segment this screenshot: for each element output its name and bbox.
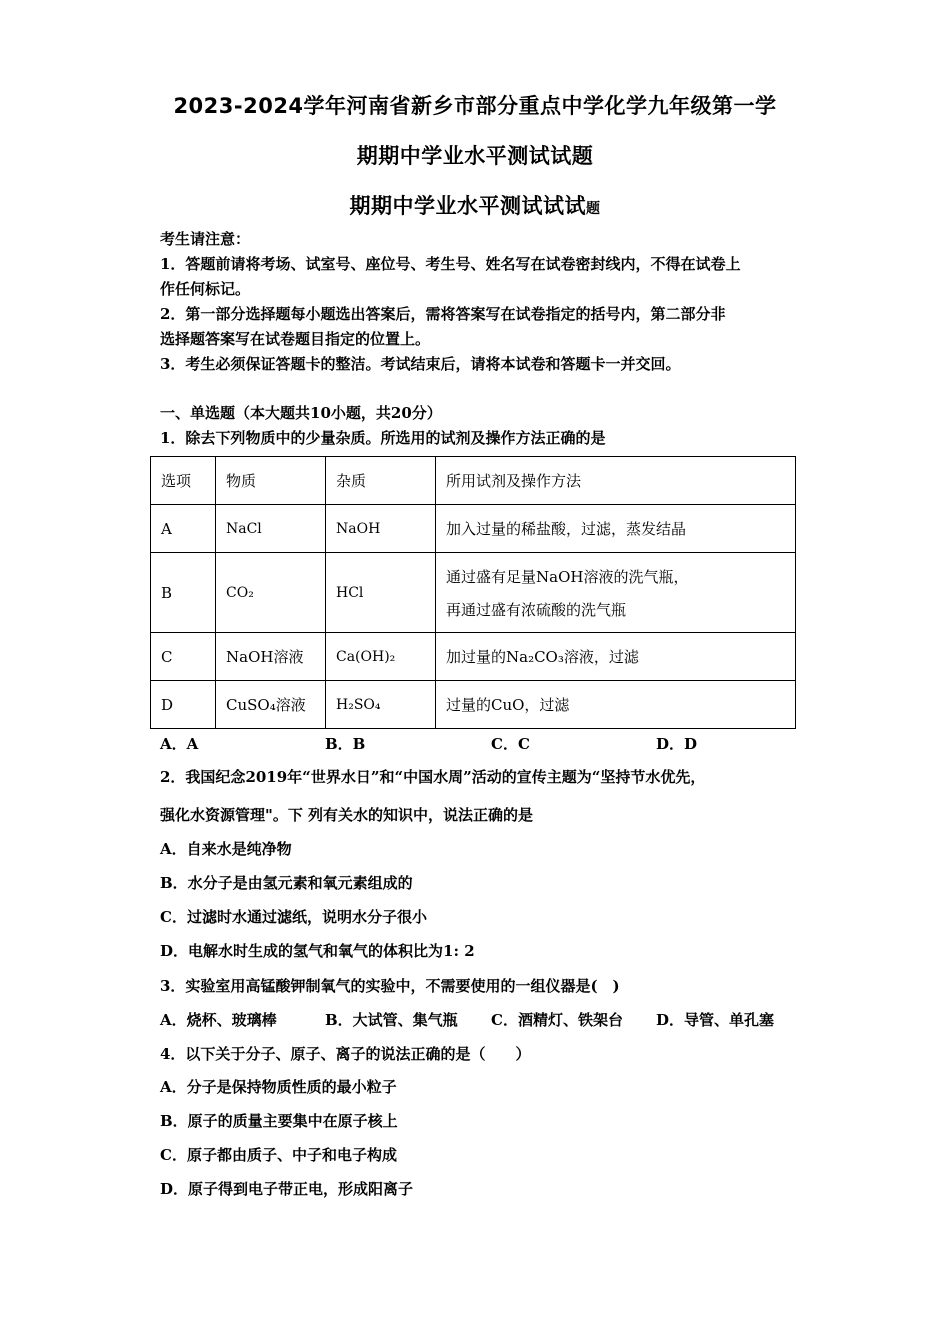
question-1-choice-c: C．C xyxy=(491,735,530,753)
question-2-option-d: D．电解水时生成的氢气和氧气的体积比为1: 2 xyxy=(160,942,475,960)
question-2-option-b: B．水分子是由氢元素和氧元素组成的 xyxy=(160,874,413,892)
notice-item-3: 3．考生必须保证答题卡的整洁。考试结束后，请将本试卷和答题卡一并交回。 xyxy=(160,355,681,373)
table-cell-method xyxy=(436,553,796,633)
notice-item-2a: 2．第一部分选择题每小题选出答案后，需将答案写在试卷指定的括号内，第二部分非 xyxy=(160,305,726,323)
question-3-choice-d: D．导管、单孔塞 xyxy=(656,1011,775,1029)
table-cell-option: D xyxy=(151,681,216,729)
question-2-option-a: A．自来水是纯净物 xyxy=(160,840,292,858)
question-1-choice-b: B．B xyxy=(325,735,366,753)
table-cell-option: B xyxy=(151,553,216,633)
question-1-stem: 1．除去下列物质中的少量杂质。所选用的试剂及操作方法正确的是 xyxy=(160,429,606,447)
question-3-choice-b: B．大试管、集气瓶 xyxy=(325,1011,458,1029)
question-1-table xyxy=(150,456,796,729)
table-header-substance: 物质 xyxy=(216,457,326,505)
table-cell-option: A xyxy=(151,505,216,553)
table-cell-impurity: NaOH xyxy=(326,505,436,553)
table-header-method: 所用试剂及操作方法 xyxy=(436,457,796,505)
document-title-line-3-main: 期期中学业水平测试试试 xyxy=(349,194,586,218)
table-row xyxy=(151,633,796,681)
table-cell-method-line-1: 通过盛有足量NaOH溶液的洗气瓶， xyxy=(446,567,689,586)
table-cell-substance: CO₂ xyxy=(216,553,326,633)
table-cell-method-line-2: 再通过盛有浓硫酸的洗气瓶 xyxy=(446,600,627,619)
document-title-line-1: 2023-2024学年河南省新乡市部分重点中学化学九年级第一学 xyxy=(173,94,777,118)
question-3-choice-a: A．烧杯、玻璃棒 xyxy=(160,1011,277,1029)
section-1-heading: 一、单选题（本大题共10小题，共20分） xyxy=(160,404,442,422)
table-row xyxy=(151,553,796,633)
question-2-stem-a: 2．我国纪念2019年“世界水日”和“中国水周”活动的宣传主题为“坚持节水优先， xyxy=(160,768,706,786)
document-title-line-3-small: 题 xyxy=(586,201,601,217)
table-header-row xyxy=(151,457,796,505)
document-title-line-2: 期期中学业水平测试试题 xyxy=(356,144,594,168)
table-cell-substance: NaCl xyxy=(216,505,326,553)
question-3-stem: 3．实验室用高锰酸钾制氧气的实验中，不需要使用的一组仪器是( ) xyxy=(160,977,620,995)
question-4-option-d: D．原子得到电子带正电，形成阳离子 xyxy=(160,1180,414,1198)
question-2-stem-b: 强化水资源管理"。下 列有关水的知识中，说法正确的是 xyxy=(160,806,534,824)
question-4-stem: 4．以下关于分子、原子、离子的说法正确的是（ ） xyxy=(160,1045,531,1063)
table-cell-method: 加过量的Na₂CO₃溶液，过滤 xyxy=(436,633,796,681)
question-4-option-a: A．分子是保持物质性质的最小粒子 xyxy=(160,1078,397,1096)
table-cell-method: 过量的CuO，过滤 xyxy=(436,681,796,729)
table-cell-substance: NaOH溶液 xyxy=(216,633,326,681)
table-cell-impurity: H₂SO₄ xyxy=(326,681,436,729)
notice-item-1b: 作任何标记。 xyxy=(160,280,251,298)
table-cell-impurity: HCl xyxy=(326,553,436,633)
question-3-choice-c: C．酒精灯、铁架台 xyxy=(491,1011,623,1029)
question-4-option-b: B．原子的质量主要集中在原子核上 xyxy=(160,1112,398,1130)
table-cell-substance: CuSO₄溶液 xyxy=(216,681,326,729)
question-2-option-c: C．过滤时水通过滤纸，说明水分子很小 xyxy=(160,908,427,926)
table-row xyxy=(151,505,796,553)
table-header-impurity: 杂质 xyxy=(326,457,436,505)
table-cell-method: 加入过量的稀盐酸，过滤，蒸发结晶 xyxy=(436,505,796,553)
question-4-option-c: C．原子都由质子、中子和电子构成 xyxy=(160,1146,397,1164)
table-cell-impurity: Ca(OH)₂ xyxy=(326,633,436,681)
table-row xyxy=(151,681,796,729)
notice-item-1a: 1．答题前请将考场、试室号、座位号、考生号、姓名写在试卷密封线内，不得在试卷上 xyxy=(160,255,741,273)
notice-heading: 考生请注意： xyxy=(160,230,251,248)
document-title-line-3 xyxy=(0,190,950,220)
table-header-option: 选项 xyxy=(151,457,216,505)
question-1-choice-d: D．D xyxy=(656,735,698,753)
question-1-choice-a: A．A xyxy=(160,735,199,753)
notice-item-2b: 选择题答案写在试卷题目指定的位置上。 xyxy=(160,330,431,348)
table-cell-option: C xyxy=(151,633,216,681)
